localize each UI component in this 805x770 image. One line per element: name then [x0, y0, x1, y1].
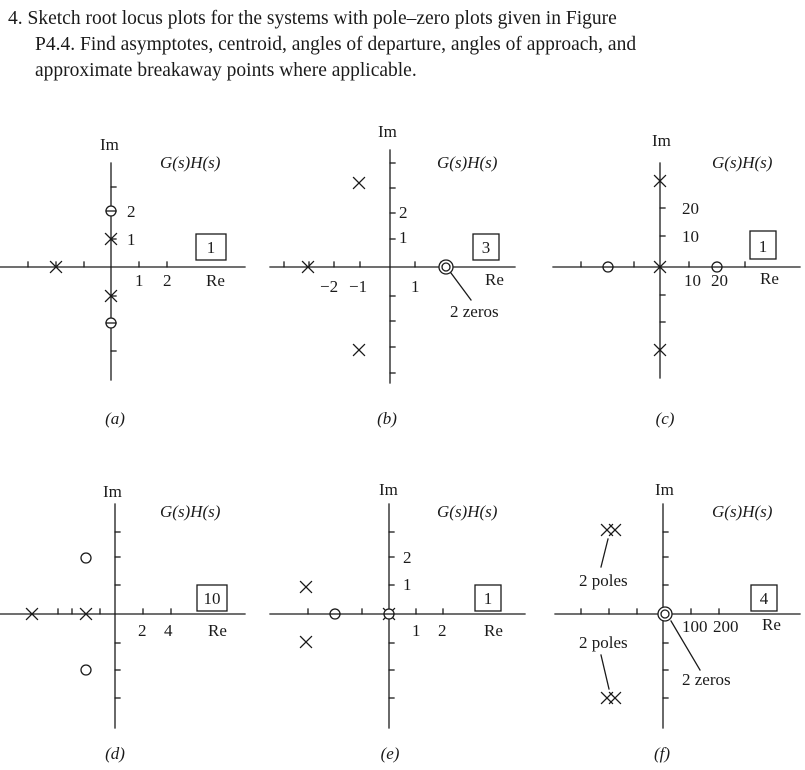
plot-c-transfer-label: G(s)H(s) — [712, 153, 773, 172]
plot-d-xtick-4: 4 — [164, 621, 173, 640]
plot-a-ytick-2: 2 — [127, 202, 136, 221]
plot-b-pole — [354, 345, 365, 356]
plot-f-poles-leader — [601, 655, 609, 689]
plot-b-double-zero — [439, 260, 453, 274]
plot-f-x-ticks — [581, 609, 719, 614]
plot-e-ytick-2: 2 — [403, 548, 412, 567]
plot-f-xtick-200: 200 — [713, 617, 739, 636]
plot-e-pole — [301, 582, 312, 593]
plot-b — [270, 150, 515, 383]
plot-b-transfer-label: G(s)H(s) — [437, 153, 498, 172]
plot-d-caption: (d) — [105, 744, 125, 763]
plot-b-ytick-2: 2 — [399, 203, 408, 222]
plot-f-double-zero — [658, 607, 672, 621]
plot-a-x-ticks — [28, 262, 167, 267]
plot-e-transfer-label: G(s)H(s) — [437, 502, 498, 521]
plot-e-caption: (e) — [380, 744, 400, 763]
plot-a-re-label: Re — [206, 271, 225, 290]
plot-a-ytick-1: 1 — [127, 230, 136, 249]
plot-f-xtick-100: 100 — [682, 617, 708, 636]
plot-e-x-ticks — [308, 609, 443, 614]
plot-b-re-label: Re — [485, 270, 504, 289]
plot-d-y-ticks — [115, 532, 120, 698]
plot-b-xtick-1: 1 — [411, 277, 420, 296]
plot-a-caption: (a) — [105, 409, 125, 428]
problem-line-3: approximate breakaway points where applicable. — [35, 60, 417, 81]
plot-f-annotation-zeros: 2 zeros — [682, 670, 731, 689]
plot-b-annotation-leader — [451, 273, 471, 300]
plot-c-xtick-10: 10 — [684, 271, 701, 290]
plot-e-im-label: Im — [379, 480, 398, 499]
plot-d-xtick-2: 2 — [138, 621, 147, 640]
plot-b-pole — [354, 178, 365, 189]
plot-c-xtick-20: 20 — [711, 271, 728, 290]
plot-e-ytick-1: 1 — [403, 575, 412, 594]
plot-b-xtick-neg2: −2 — [320, 277, 339, 296]
plot-c-ytick-10: 10 — [682, 227, 699, 246]
plot-e-gain: 1 — [483, 589, 493, 608]
plot-c-gain: 1 — [758, 237, 768, 256]
plot-d-transfer-label: G(s)H(s) — [160, 502, 221, 521]
plot-b-caption: (b) — [377, 409, 397, 428]
plot-b-gain: 3 — [481, 238, 491, 257]
plot-c-re-label: Re — [760, 269, 779, 288]
plot-f-im-label: Im — [655, 480, 674, 499]
plot-e-xtick-1: 1 — [412, 621, 421, 640]
plot-a-gain: 1 — [206, 238, 216, 257]
plot-b-y-ticks — [390, 163, 395, 373]
plot-a-im-label: Im — [100, 135, 119, 154]
plot-f-poles-leader — [601, 539, 608, 567]
plot-f-gain: 4 — [759, 589, 769, 608]
plot-c-im-label: Im — [652, 131, 671, 150]
plot-d-gain: 10 — [203, 589, 221, 608]
plot-d-zero — [81, 553, 91, 563]
plot-c-ytick-20: 20 — [682, 199, 699, 218]
problem-line-2: P4.4. Find asymptotes, centroid, angles of departure, angles of approach, and — [35, 34, 637, 55]
plot-d-zero — [81, 665, 91, 675]
plot-f-re-label: Re — [762, 615, 781, 634]
plot-f-annotation-poles-upper: 2 poles — [579, 571, 628, 590]
plot-b-im-label: Im — [378, 122, 397, 141]
plot-d — [0, 504, 245, 728]
plot-b-annotation: 2 zeros — [450, 302, 499, 321]
plot-f-double-pole — [602, 693, 621, 704]
plot-d-im-label: Im — [103, 482, 122, 501]
plot-c-caption: (c) — [655, 409, 675, 428]
plot-e-pole — [301, 637, 312, 648]
plot-d-re-label: Re — [208, 621, 227, 640]
plot-b-ytick-1: 1 — [399, 228, 408, 247]
plot-a-transfer-label: G(s)H(s) — [160, 153, 221, 172]
problem-line-1: Sketch root locus plots for the systems with pole–zero plots given in Figure — [27, 8, 617, 29]
plot-e-re-label: Re — [484, 621, 503, 640]
plot-f-annotation-poles-lower: 2 poles — [579, 633, 628, 652]
plot-b-xtick-neg1: −1 — [349, 277, 368, 296]
plot-f-caption: (f) — [653, 744, 671, 763]
plot-e-xtick-2: 2 — [438, 621, 447, 640]
plot-f-double-pole — [602, 525, 621, 536]
plot-f-transfer-label: G(s)H(s) — [712, 502, 773, 521]
plot-e — [270, 504, 525, 728]
problem-number: 4. — [8, 8, 23, 29]
plot-a-xtick-1: 1 — [135, 271, 144, 290]
plot-a-xtick-2: 2 — [163, 271, 172, 290]
